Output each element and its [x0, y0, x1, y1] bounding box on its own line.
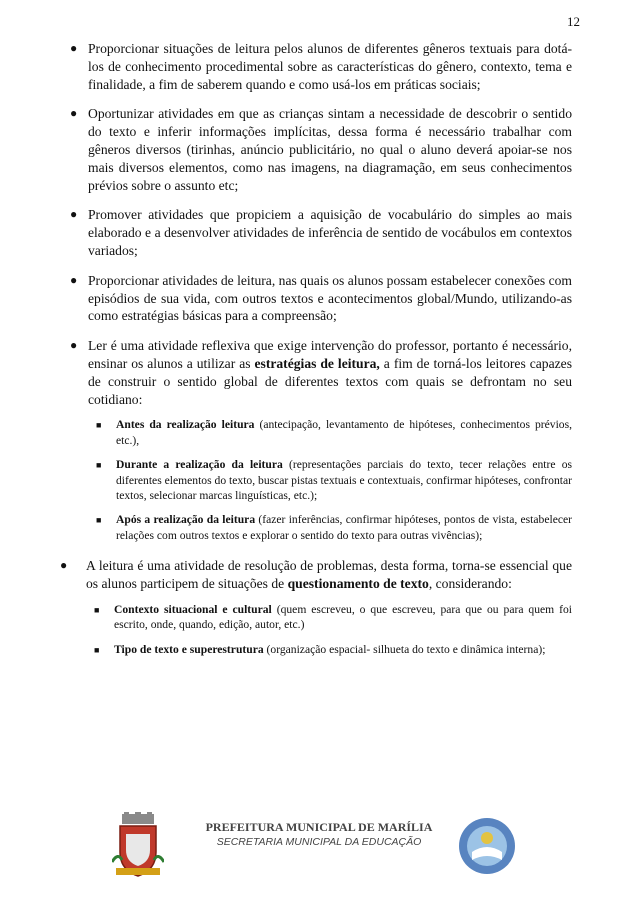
sub-item-text: (antecipação, levantamento de hipóteses, conhecimentos prévios, etc.), — [116, 418, 573, 447]
sub-item-title: Contexto situacional e cultural — [114, 602, 272, 616]
bullet-bold-text: estratégias de leitura, — [254, 355, 380, 371]
document-body — [60, 40, 573, 669]
sub-item-text: (representações parciais do texto, tecer relações entre os diferentes elementos do texto, buscar pistas textuais e contextuais, confirmar hipóteses, confrontar textos, selecionar marcas linguísticas, etc.); — [116, 458, 572, 502]
bullet-text: Proporcionar situações de leitura pelos alunos de diferentes gêneros textuais para dotá-los de conhecimento procedimental sobre as características do gênero, contexto, tema e finalidade, a fim de saberem quando e como usá-los em práticas sociais; — [88, 41, 572, 92]
list-item — [60, 557, 572, 657]
footer-department: SECRETARIA MUNICIPAL DA EDUCAÇÃO — [216, 836, 422, 848]
bullet-text: Oportunizar atividades em que as crianças sintam a necessidade de descobrir o sentido do texto e inferir informações implícitas, dessa forma é necessário trabalhar com gêneros diversos (tirinhas, anúncio publicitário, no qual o aluno deverá apoiar-se nos mais diversos elementos, como nas imagens, na diagramação, em seus conhecimentos prévios sobre o assunto etc; — [88, 106, 572, 193]
footer-institution: PREFEITURA MUNICIPAL DE MARÍLIA — [205, 820, 433, 834]
sub-item-title: Antes da realização leitura — [116, 418, 255, 432]
sub-item-text: (organização espacial- silhueta do texto e dinâmica interna); — [263, 642, 546, 656]
list-item — [70, 337, 573, 543]
bullet-text: Promover atividades que propiciem a aquisição de vocabulário do simples ao mais elaborado e a desenvolver atividades de inferência de sentido de vocábulos em contextos variados; — [88, 207, 572, 258]
square-bullet-icon: ■ — [96, 420, 102, 431]
list-item — [70, 40, 572, 93]
bullet-icon: ● — [70, 41, 78, 55]
sub-list-item — [96, 457, 572, 503]
sub-list-item — [94, 642, 572, 657]
bullet-text: Proporcionar atividades de leitura, nas quais os alunos possam estabelecer conexões com episódios de sua vida, com outros textos e acontecimentos global/Mundo, utilizando-as como estratégias básicas para a compreensão; — [88, 272, 572, 324]
bullet-text: a fim de torná-los leitores capazes de construir o sentido global de diferentes textos com quais se defrontam no seu cotidiano: — [88, 355, 572, 407]
bullet-bold-text: questionamento de texto — [287, 575, 429, 591]
square-bullet-icon: ■ — [96, 460, 102, 471]
bullet-icon: ● — [70, 272, 78, 287]
sub-list-item — [96, 512, 573, 543]
bullet-icon: ● — [70, 338, 78, 353]
sub-item-title: Tipo de texto e superestrutura — [114, 642, 264, 656]
square-bullet-icon: ■ — [94, 604, 100, 615]
page-number: 12 — [567, 14, 580, 29]
list-item — [70, 206, 572, 259]
bullet-text: Ler é uma atividade reflexiva que exige intervenção do professor, portanto é necessário, ensinar os alunos a utilizar as — [88, 338, 572, 371]
sub-item-text: (fazer inferências, confirmar hipóteses, pontos de vista, estabelecer relações com outros textos e explorar o sentido do texto para outras vivências); — [116, 513, 573, 542]
bullet-icon: ● — [60, 558, 68, 573]
sub-item-text: (quem escreveu, o que escreveu, para que ou para quem foi escrito, onde, quando, edição, autor, etc.) — [114, 602, 572, 632]
bullet-text: A leitura é uma atividade de resolução de problemas, desta forma, torna-se essencial que os alunos participem de situações de — [86, 558, 572, 591]
square-bullet-icon: ■ — [94, 644, 100, 655]
sub-item-title: Durante a realização da leitura — [116, 458, 283, 472]
sub-list-item — [94, 602, 572, 633]
sub-list-item — [96, 417, 573, 448]
square-bullet-icon: ■ — [96, 515, 102, 526]
sub-item-title: Após a realização da leitura — [116, 513, 256, 527]
bullet-text: , considerando: — [428, 575, 512, 591]
list-item — [70, 105, 572, 194]
list-item — [70, 272, 572, 325]
bullet-icon: ● — [70, 207, 78, 222]
bullet-icon: ● — [70, 106, 78, 121]
